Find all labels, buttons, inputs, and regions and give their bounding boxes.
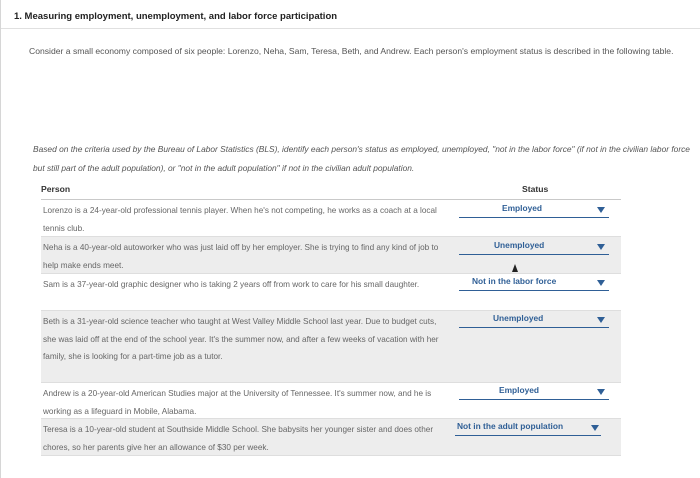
status-dropdown-lorenzo[interactable] xyxy=(459,203,609,218)
person-description: Lorenzo is a 24-year-old professional tennis player. When he's not competing, he works as a coach at a local tennis club. xyxy=(43,206,437,233)
status-dropdown-andrew[interactable] xyxy=(459,385,609,400)
status-dropdown-beth[interactable] xyxy=(459,313,609,328)
triangle-down-icon xyxy=(597,207,605,213)
header-person: Person xyxy=(41,184,71,194)
dropdown-value: Not in the adult population xyxy=(457,421,564,431)
triangle-down-icon xyxy=(597,389,605,395)
title-divider xyxy=(1,28,700,29)
triangle-down-icon xyxy=(597,317,605,323)
person-description: Teresa is a 10-year-old student at Southside Middle School. She babysits her younger sister and does other chores, so her parents give her an allowance of $30 per week. xyxy=(43,425,434,452)
dropdown-value: Employed xyxy=(502,203,543,213)
dropdown-value: Employed xyxy=(499,385,540,395)
table-row-sam xyxy=(41,274,621,311)
status-dropdown-sam[interactable] xyxy=(459,276,609,291)
triangle-down-icon xyxy=(597,280,605,286)
question-instructions: Based on the criteria used by the Bureau of Labor Statistics (BLS), identify each person's status as employed, unemployed, "not in the labor force" (if not in the civilian labor force but still part of the adult population), or "not in the adult population" if not in the civilian adult population. xyxy=(33,144,690,173)
table-row-lorenzo xyxy=(41,200,621,237)
status-table xyxy=(41,182,621,456)
triangle-down-icon xyxy=(591,425,599,431)
table-row-andrew xyxy=(41,383,621,419)
person-description: Neha is a 40-year-old autoworker who was just laid off by her employer. She is trying to find any kind of job to help make ends meet. xyxy=(43,243,439,270)
status-dropdown-teresa[interactable] xyxy=(455,421,601,436)
person-description: Beth is a 31-year-old science teacher who taught at West Valley Middle School last year. Due to budget cuts, she was laid off at the end of the school year. It's the summer now, and after a few weeks of vacation with her family, she is looking for a part-time job as a tutor. xyxy=(43,317,439,361)
header-status: Status xyxy=(522,184,549,194)
triangle-down-icon xyxy=(597,244,605,250)
mouse-pointer-icon xyxy=(512,264,518,272)
table-row-teresa xyxy=(41,419,621,456)
person-description: Andrew is a 20-year-old American Studies major at the University of Tennessee. It's summer now, and he is working as a lifeguard in Mobile, Alabama. xyxy=(43,389,432,416)
table-header xyxy=(41,182,621,200)
question-title: 1. Measuring employment, unemployment, and labor force participation xyxy=(14,11,338,22)
dropdown-value: Not in the labor force xyxy=(472,276,557,286)
table-row-beth xyxy=(41,311,621,383)
question-intro: Consider a small economy composed of six people: Lorenzo, Neha, Sam, Teresa, Beth, and Andrew. Each person's employment status is described in the following table. xyxy=(29,46,674,56)
dropdown-value: Unemployed xyxy=(493,313,544,323)
dropdown-value: Unemployed xyxy=(494,240,545,250)
person-description: Sam is a 37-year-old graphic designer who is taking 2 years off from work to care for his small daughter. xyxy=(43,280,420,289)
table-row-neha xyxy=(41,237,621,274)
status-dropdown-neha[interactable] xyxy=(459,240,609,255)
